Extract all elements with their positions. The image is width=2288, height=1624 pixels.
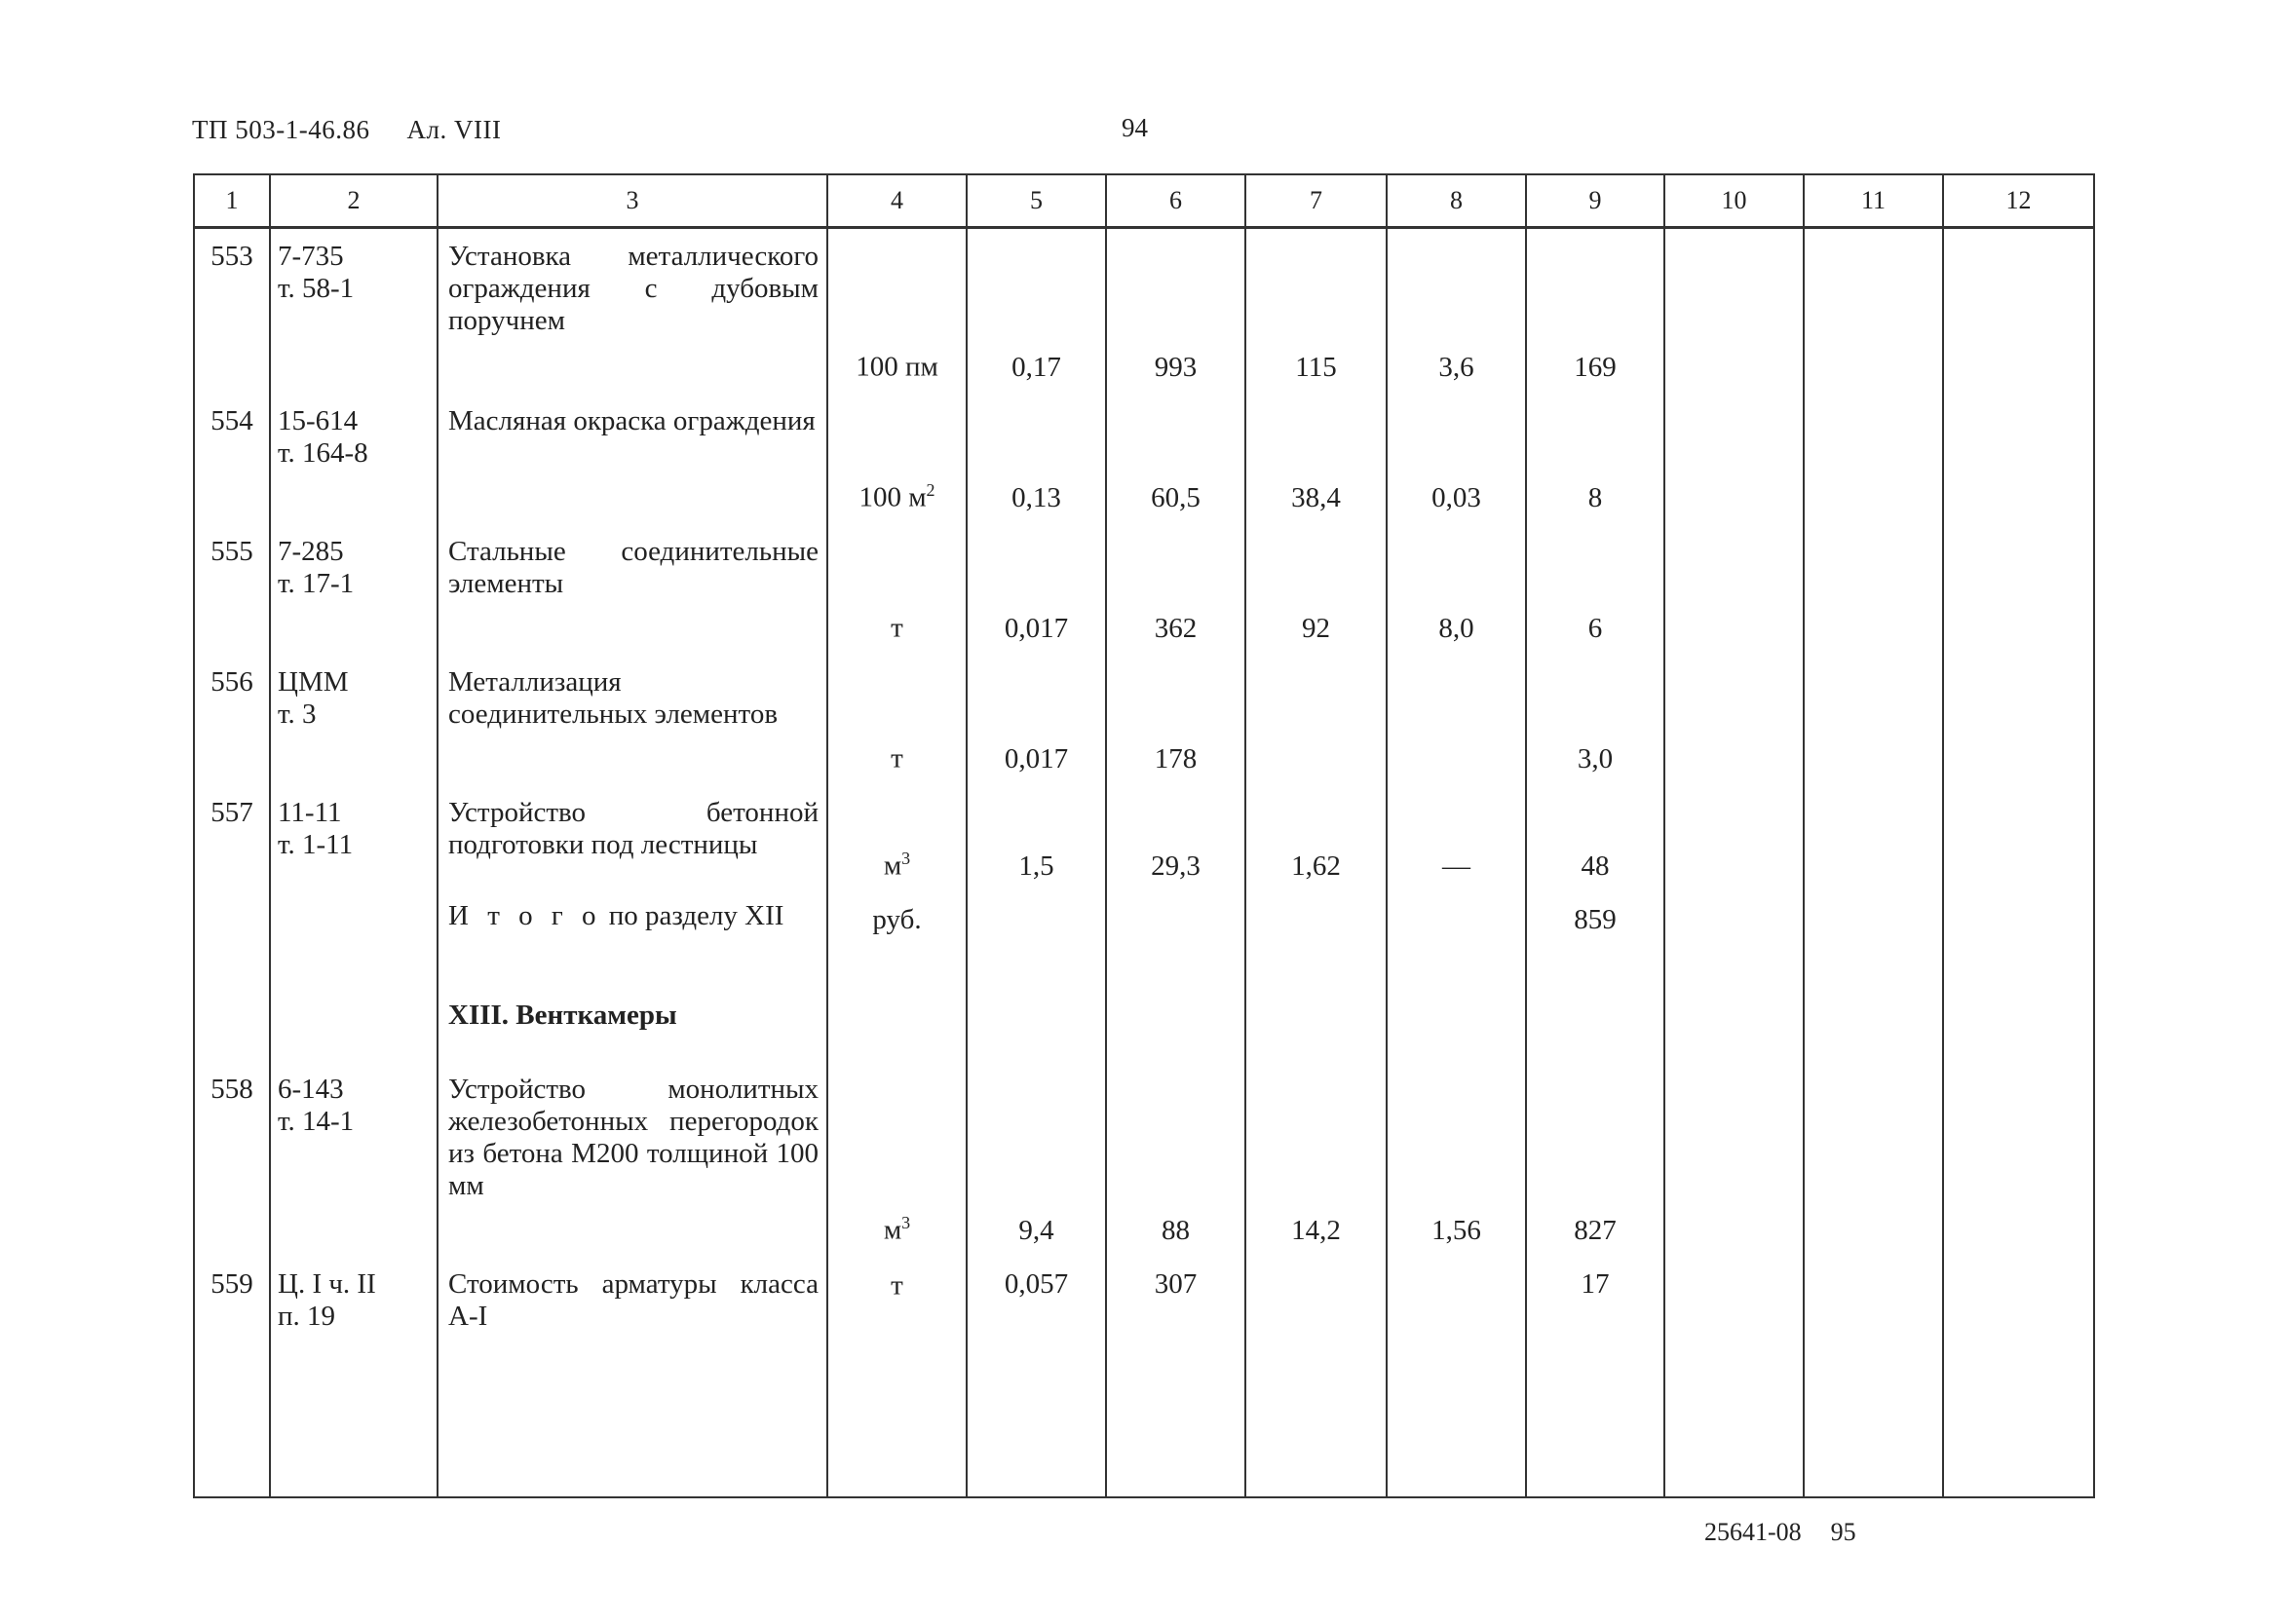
cell-col6: 993 xyxy=(1106,228,1245,394)
empty-cell xyxy=(1943,394,2094,524)
item-number: 553 xyxy=(194,228,270,394)
empty-cell xyxy=(1943,228,2094,394)
cell-col7 xyxy=(1245,655,1387,785)
item-number: 555 xyxy=(194,524,270,655)
empty-cell xyxy=(1245,970,1387,1062)
empty-cell xyxy=(1664,655,1804,785)
total-value: 859 xyxy=(1526,892,1664,970)
cell-col6: 88 xyxy=(1106,1062,1245,1257)
empty-cell xyxy=(1943,892,2094,970)
estimate-table xyxy=(193,173,2095,1498)
work-description: Масляная окраска ограждения xyxy=(438,394,827,524)
unit: 100 м xyxy=(858,481,927,513)
quantity: 9,4 xyxy=(967,1062,1106,1257)
empty-cell xyxy=(1664,785,1804,892)
unit: т xyxy=(891,1269,903,1302)
table-row xyxy=(194,524,2094,655)
total-label xyxy=(438,892,827,970)
cell-col9: 3,0 xyxy=(1526,655,1664,785)
norm-code-line: 7-285 xyxy=(278,535,344,567)
item-number: 554 xyxy=(194,394,270,524)
section-row xyxy=(194,970,2094,1062)
unit-exponent: 2 xyxy=(926,479,935,500)
section-title: XIII. Венткамеры xyxy=(438,970,827,1062)
empty-cell xyxy=(1664,394,1804,524)
item-number: 557 xyxy=(194,785,270,892)
unit: т xyxy=(891,742,903,774)
cell-col7: 115 xyxy=(1245,228,1387,394)
empty-cell xyxy=(1804,1257,1943,1498)
empty-cell xyxy=(1804,970,1943,1062)
item-number: 559 xyxy=(194,1257,270,1498)
quantity: 0,057 xyxy=(967,1257,1106,1498)
column-header: 4 xyxy=(827,174,967,228)
empty-cell xyxy=(1804,785,1943,892)
norm-code-line: ЦММ xyxy=(278,665,349,698)
norm-table-line: т. 164-8 xyxy=(278,436,368,469)
table-row xyxy=(194,655,2094,785)
work-description: Стоимость арматуры класса А-I xyxy=(438,1257,827,1498)
footer-code xyxy=(1704,1518,1856,1547)
empty-cell xyxy=(967,970,1106,1062)
doc-code: ТП 503-1-46.86 xyxy=(192,115,370,144)
empty-cell xyxy=(1664,524,1804,655)
unit-exponent: 3 xyxy=(901,1212,911,1232)
unit: м xyxy=(883,1214,902,1246)
cell-col8: 8,0 xyxy=(1387,524,1526,655)
total-word: И т о г о xyxy=(448,899,602,931)
norm-code xyxy=(270,228,438,394)
empty-cell xyxy=(1943,970,2094,1062)
empty-cell xyxy=(270,970,438,1062)
column-header: 10 xyxy=(1664,174,1804,228)
norm-table-line: т. 14-1 xyxy=(278,1105,355,1137)
page-number-top: 94 xyxy=(1122,113,1148,142)
table-row xyxy=(194,394,2094,524)
quantity: 1,5 xyxy=(967,785,1106,892)
column-header: 12 xyxy=(1943,174,2094,228)
total-unit: руб. xyxy=(827,892,967,970)
empty-cell xyxy=(1804,655,1943,785)
cell-col6: 307 xyxy=(1106,1257,1245,1498)
empty-cell xyxy=(1943,785,2094,892)
table-row xyxy=(194,785,2094,892)
table-row xyxy=(194,1062,2094,1257)
unit-exponent: 3 xyxy=(901,848,911,868)
unit-cell xyxy=(827,1062,967,1257)
empty-cell xyxy=(1664,892,1804,970)
column-header: 9 xyxy=(1526,174,1664,228)
cell-col9: 827 xyxy=(1526,1062,1664,1257)
cell-col7: 1,62 xyxy=(1245,785,1387,892)
empty-cell xyxy=(1804,524,1943,655)
column-header: 7 xyxy=(1245,174,1387,228)
column-header: 8 xyxy=(1387,174,1526,228)
cell-col7 xyxy=(1245,1257,1387,1498)
work-description: Устройство бетонной подготовки под лестницы xyxy=(438,785,827,892)
empty-cell xyxy=(1664,228,1804,394)
item-number: 558 xyxy=(194,1062,270,1257)
column-header: 5 xyxy=(967,174,1106,228)
cell-col6: 60,5 xyxy=(1106,394,1245,524)
cell-col7: 38,4 xyxy=(1245,394,1387,524)
work-description: Установка металлического ограждения с дубовым поручнем xyxy=(438,228,827,394)
norm-code xyxy=(270,524,438,655)
norm-table-line: т. 3 xyxy=(278,698,317,730)
column-header: 6 xyxy=(1106,174,1245,228)
cell-col9: 6 xyxy=(1526,524,1664,655)
cell-col8: — xyxy=(1387,785,1526,892)
cell-col8 xyxy=(1387,655,1526,785)
cell-col6: 178 xyxy=(1106,655,1245,785)
empty-cell xyxy=(1943,1062,2094,1257)
cell-col7: 14,2 xyxy=(1245,1062,1387,1257)
empty-cell xyxy=(1526,970,1664,1062)
quantity: 0,17 xyxy=(967,228,1106,394)
unit-cell xyxy=(827,524,967,655)
cell-col9: 169 xyxy=(1526,228,1664,394)
norm-code xyxy=(270,655,438,785)
column-header: 1 xyxy=(194,174,270,228)
norm-table-line: п. 19 xyxy=(278,1300,336,1332)
unit-cell xyxy=(827,228,967,394)
total-section: по разделу XII xyxy=(608,899,784,931)
total-row xyxy=(194,892,2094,970)
norm-table-line: т. 17-1 xyxy=(278,567,355,599)
empty-cell xyxy=(827,970,967,1062)
empty-cell xyxy=(1943,655,2094,785)
empty-cell xyxy=(1943,1257,2094,1498)
cell-col9: 48 xyxy=(1526,785,1664,892)
album-label: Ал. VIII xyxy=(406,115,502,144)
work-description: Стальные соединительные элементы xyxy=(438,524,827,655)
norm-code-line: Ц. I ч. II xyxy=(278,1267,376,1300)
unit-cell xyxy=(827,655,967,785)
norm-code-line: 7-735 xyxy=(278,241,344,272)
cell-col8: 0,03 xyxy=(1387,394,1526,524)
unit: т xyxy=(891,612,903,644)
empty-cell xyxy=(1664,970,1804,1062)
column-header: 2 xyxy=(270,174,438,228)
norm-code xyxy=(270,1062,438,1257)
cell-col6: 29,3 xyxy=(1106,785,1245,892)
unit-cell xyxy=(827,785,967,892)
quantity: 0,017 xyxy=(967,524,1106,655)
empty-cell xyxy=(1387,970,1526,1062)
table-row xyxy=(194,228,2094,394)
work-description: Устройство монолитных железобетонных перегородок из бетона М200 толщиной 100 мм xyxy=(438,1062,827,1257)
empty-cell xyxy=(1664,1062,1804,1257)
document-code-header xyxy=(192,115,501,145)
empty-cell xyxy=(1804,1062,1943,1257)
empty-cell xyxy=(1943,524,2094,655)
norm-code-line: 11-11 xyxy=(278,796,342,828)
norm-code xyxy=(270,785,438,892)
norm-table-line: т. 58-1 xyxy=(278,273,355,304)
column-number-row xyxy=(194,174,2094,228)
quantity: 0,017 xyxy=(967,655,1106,785)
footer-doc-code: 25641-08 xyxy=(1704,1518,1802,1546)
column-header: 11 xyxy=(1804,174,1943,228)
empty-cell xyxy=(967,892,1106,970)
cell-col6: 362 xyxy=(1106,524,1245,655)
empty-cell xyxy=(1804,228,1943,394)
norm-code xyxy=(270,394,438,524)
cell-col8: 1,56 xyxy=(1387,1062,1526,1257)
norm-code xyxy=(270,1257,438,1498)
norm-table-line: т. 1-11 xyxy=(278,828,354,860)
empty-cell xyxy=(1106,892,1245,970)
column-header: 3 xyxy=(438,174,827,228)
cell-col7: 92 xyxy=(1245,524,1387,655)
norm-code-line: 6-143 xyxy=(278,1073,344,1105)
empty-cell xyxy=(1387,892,1526,970)
empty-cell xyxy=(194,970,270,1062)
footer-page-number: 95 xyxy=(1830,1518,1856,1546)
table-row xyxy=(194,1257,2094,1498)
cell-col8: 3,6 xyxy=(1387,228,1526,394)
empty-cell xyxy=(1106,970,1245,1062)
empty-cell xyxy=(270,892,438,970)
unit-cell xyxy=(827,1257,967,1498)
empty-cell xyxy=(1804,892,1943,970)
empty-cell xyxy=(1804,394,1943,524)
empty-cell xyxy=(194,892,270,970)
work-description: Металлизация соединительных элементов xyxy=(438,655,827,785)
unit: м xyxy=(883,850,902,882)
quantity: 0,13 xyxy=(967,394,1106,524)
cell-col9: 8 xyxy=(1526,394,1664,524)
item-number: 556 xyxy=(194,655,270,785)
cell-col8 xyxy=(1387,1257,1526,1498)
norm-code-line: 15-614 xyxy=(278,404,359,436)
empty-cell xyxy=(1245,892,1387,970)
unit-cell xyxy=(827,394,967,524)
cell-col9: 17 xyxy=(1526,1257,1664,1498)
unit: 100 пм xyxy=(856,351,938,383)
empty-cell xyxy=(1664,1257,1804,1498)
